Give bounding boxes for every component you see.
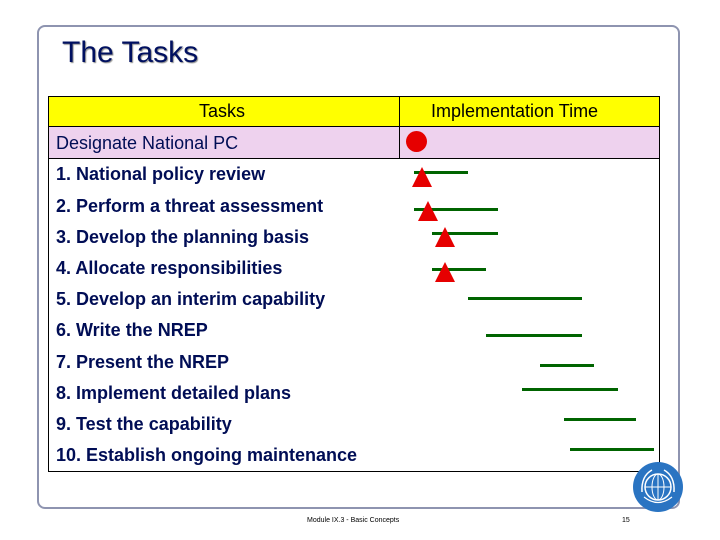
task-label-8: 8. Implement detailed plans [56, 383, 292, 403]
milestone-triangle [412, 167, 432, 187]
footer-module: Module IX.3 - Basic Concepts [307, 517, 400, 524]
task-label-5: 5. Develop an interim capability [56, 289, 326, 309]
task-label-10: 10. Establish ongoing maintenance [56, 445, 358, 465]
timeline-bar [468, 297, 582, 300]
emblem-logo [633, 462, 683, 512]
milestone-dot [406, 131, 427, 152]
task-label-4: 4. Allocate responsibilities [56, 258, 283, 278]
table-header [49, 97, 659, 127]
timeline-bar [570, 448, 654, 451]
page-number: 15 [622, 517, 630, 524]
task-label-9: 9. Test the capability [56, 414, 232, 434]
timeline-bar [564, 418, 636, 421]
task-label-designate: Designate National PC [56, 133, 239, 153]
task-label-3: 3. Develop the planning basis [56, 227, 310, 247]
task-label-6: 6. Write the NREP [56, 320, 208, 340]
header-implementation-time: Implementation Time [431, 101, 599, 121]
task-label-7: 7. Present the NREP [56, 352, 230, 372]
task-label-2: 2. Perform a threat assessment [56, 196, 324, 216]
globe-icon [633, 462, 683, 512]
column-divider [399, 97, 400, 159]
milestone-triangle [435, 227, 455, 247]
timeline-bar [522, 388, 618, 391]
header-tasks: Tasks [199, 101, 246, 121]
milestone-triangle [435, 262, 455, 282]
timeline-bar [486, 334, 582, 337]
slide-title: The Tasks [62, 36, 199, 69]
task-label-1: 1. National policy review [56, 164, 266, 184]
timeline-bar [540, 364, 594, 367]
milestone-triangle [418, 201, 438, 221]
